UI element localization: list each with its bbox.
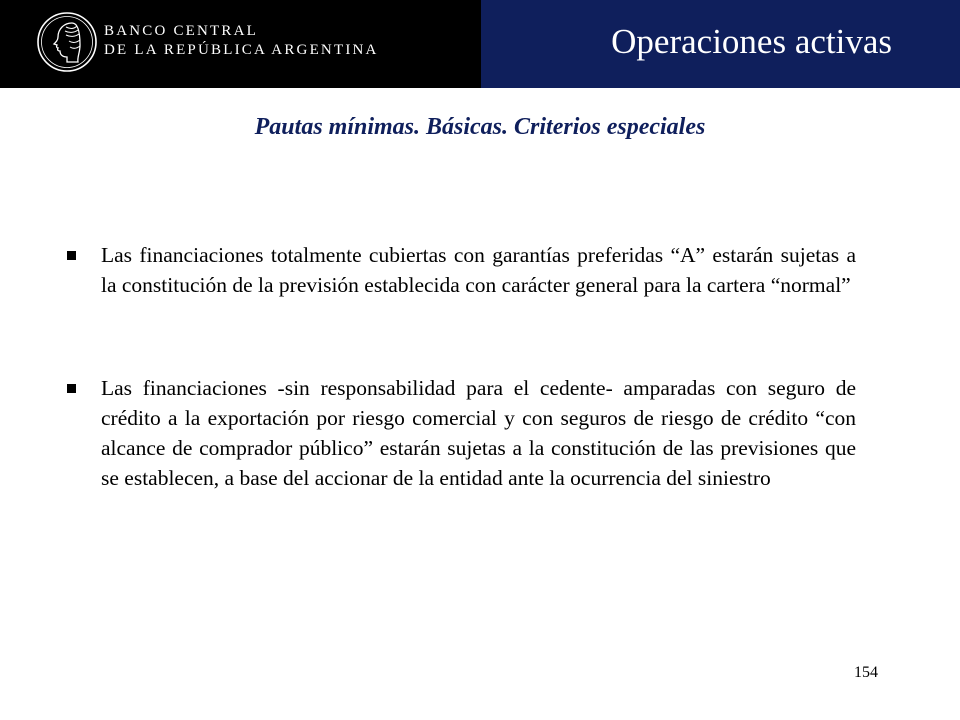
square-bullet-icon [67, 384, 76, 393]
logo-line-1: BANCO CENTRAL [104, 23, 259, 39]
header-logo-panel [0, 0, 481, 88]
bullet-text: Las financiaciones totalmente cubiertas con garantías preferidas “A” estarán sujetas a la constitución de la previsión establecida con carácter general para la cartera “normal” [101, 243, 856, 297]
bullet-list [66, 240, 856, 493]
page-number: 154 [854, 664, 878, 681]
bullet-item [66, 240, 856, 300]
slide-header [0, 0, 960, 88]
logo-line-2: DE LA REPÚBLICA ARGENTINA [104, 42, 379, 58]
bcra-seal-icon [36, 11, 98, 73]
bank-logo-text [104, 22, 379, 60]
bullet-text: Las financiaciones -sin responsabilidad para el cedente- amparadas con seguro de crédito a la exportación por riesgo comercial y con seguros de riesgo de crédito “con alcance de comprador público” estarán sujetas a la constitución de las previsiones que se establecen, a base del accionar de la entidad ante la ocurrencia del siniestro [101, 376, 856, 490]
bullet-item [66, 373, 856, 493]
slide-subtitle: Pautas mínimas. Básicas. Criterios especiales [254, 114, 706, 140]
section-title: Operaciones activas [611, 22, 892, 61]
square-bullet-icon [67, 251, 76, 260]
